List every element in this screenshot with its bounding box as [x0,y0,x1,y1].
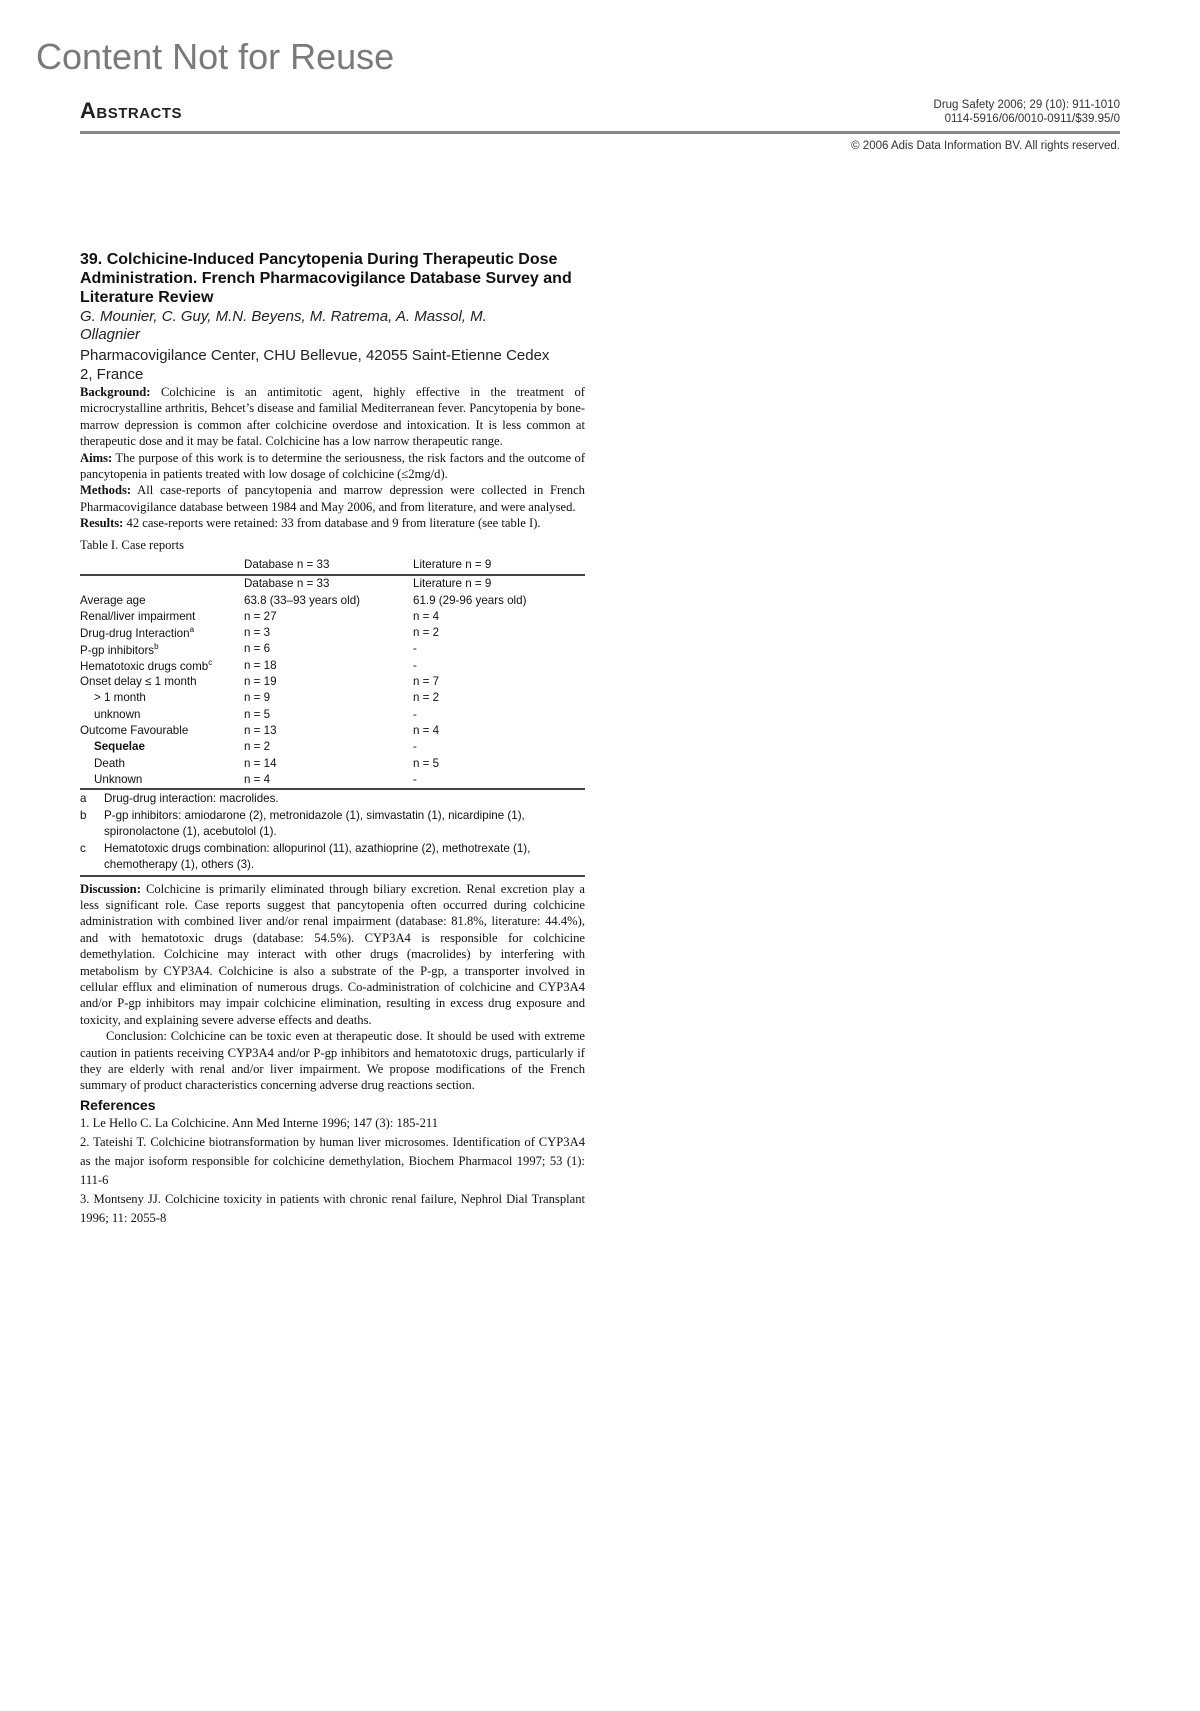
row-database: Database n = 33 [244,577,330,591]
footnote-letter: c [80,841,86,855]
row-label-cell [80,625,244,641]
aims-paragraph [80,450,585,483]
row-database: n = 18 [244,658,277,672]
row-label: Drug-drug Interaction [80,627,190,641]
reference-item: 2. Tateishi T. Colchicine biotransformation by human liver microsomes. Identification of CYP3A4 as the major isoform responsible for colchicine demethylation, Biochem Pharmacol 1997; 53 (1): 111-6 [80,1134,585,1187]
aims-label: Aims: [80,450,113,465]
table-header-literature: Literature n = 9 [413,555,585,575]
row-literature: Literature n = 9 [413,577,492,591]
abstract-authors: G. Mounier, C. Guy, M.N. Beyens, M. Ratrema, A. Massol, M. Ollagnier [80,308,487,343]
table-row [80,739,585,755]
footnote-marker-c: c [208,657,213,667]
row-database: n = 27 [244,609,277,623]
row-literature: - [413,658,417,672]
row-database: n = 9 [244,691,271,705]
table-row [80,706,585,722]
table-row [80,690,585,706]
footnote-letter: a [80,791,87,805]
citation-line-1: Drug Safety 2006; 29 (10): 911-1010 [933,99,1120,111]
results-text: 42 case-reports were retained: 33 from database and 9 from literature (see table I). [126,516,541,531]
row-label-cell [80,657,244,673]
discussion-text: Colchicine is primarily eliminated through biliary excretion. Renal excretion play a less significant role. Case reports suggest that pancytopenia often occurred during colchicine administration with combined liver and/or renal impairment (database: 81.8%, literature: 44.4%), and with hematotoxic drugs (database: 54.5%). CYP3A4 is responsible for colchicine demethylation. Colchicine may interact with other drugs (macrolides) by interfering with metabolism by CYP3A4. Colchicine is also a substrate of the P-gp, a transporter involved in cellular efflux and elimination of numerous drugs. Co-administration of colchicine and CYP3A4 and/or P-gp inhibitors may impair colchicine elimination, resulting in excess drug exposure and toxicity, and explaining severe adverse effects and deaths. [80,881,585,1027]
row-database: n = 6 [244,642,271,656]
row-literature: - [413,771,585,788]
row-label: unknown [94,707,141,721]
row-label: Death [94,756,125,770]
citation-line-2: 0114-5916/06/0010-0911/$39.95/0 [944,113,1120,125]
table-row [80,771,585,788]
watermark-text: Content Not for Reuse [36,36,395,77]
table-row [80,673,585,689]
aims-text: The purpose of this work is to determine the seriousness, the risk factors and the outcome of pancytopenia in patients treated with low dosage of colchicine (≤2mg/d). [80,450,586,482]
case-reports-table [80,555,585,790]
abstract-column [80,250,585,1228]
abstract-title: 39. Colchicine-Induced Pancytopenia During Therapeutic Dose Administration. French Pharmacovigilance Database Survey and Literature Review [80,251,572,306]
row-database: n = 3 [244,626,271,640]
section-title [80,98,182,124]
table-row [80,575,585,592]
header-rule [80,131,1120,134]
methods-paragraph [80,482,585,515]
row-literature: n = 2 [413,691,440,705]
row-literature: n = 2 [413,626,440,640]
journal-citation [934,98,1120,126]
copyright-notice: © 2006 Adis Data Information BV. All rights reserved. [851,140,1120,152]
table-row [80,608,585,624]
methods-text: All case-reports of pancytopenia and marrow depression were collected in French Pharmacovigilance database between 1984 and May 2006, and from literature, and were analysed. [80,483,585,514]
row-label: Outcome Favourable [80,723,189,737]
background-text: Colchicine is an antimitotic agent, highly effective in the treatment of microcrystalline arthritis, Behcet’s disease and familial Mediterranean fever. Pancytopenia by bone-marrow depression is common after colchicine overdose and intoxication. It is less common at therapeutic dose and it may be fatal. Colchicine has a low narrow therapeutic range. [80,385,585,449]
footnote-letter: b [80,808,87,822]
results-paragraph [80,515,585,531]
footnote-marker-a: a [189,625,195,635]
conclusion-paragraph: Conclusion: Colchicine can be toxic even at therapeutic dose. It should be used with extreme caution in patients receiving CYP3A4 and/or P-gp inhibitors and hematotoxic drugs, particularly if they are elderly with renal and/or liver impairment. We propose modifications of the French summary of product characteristics concerning adverse drug reactions section. [80,1029,585,1093]
background-paragraph [80,384,585,450]
table-row [80,625,585,641]
row-literature: - [413,642,417,656]
row-label-cell [80,641,244,657]
row-database: n = 5 [244,707,271,721]
section-title-text: Abstracts [80,98,183,123]
results-label: Results: [80,516,124,531]
row-label: Renal/liver impairment [80,609,196,623]
row-literature: n = 4 [413,609,440,623]
row-database: n = 13 [244,723,277,737]
row-literature: - [413,740,417,754]
row-label: Onset delay ≤ 1 month [80,675,197,689]
footnote-text: P-gp inhibitors: amiodarone (2), metronidazole (1), simvastatin (1), nicardipine (1), spironolactone (1), acebutolol (1). [104,808,525,838]
abstract-affiliation: Pharmacovigilance Center, CHU Bellevue, 42055 Saint-Etienne Cedex 2, France [80,347,550,383]
reference-item: 3. Montseny JJ. Colchicine toxicity in patients with chronic renal failure, Nephrol Dial Transplant 1996; 11: 2055-8 [80,1191,585,1225]
row-literature: - [413,707,417,721]
row-label: > 1 month [94,691,146,705]
table-row [80,657,585,673]
row-database: 63.8 (33–93 years old) [244,593,361,607]
table-footnote [80,791,585,807]
row-literature: n = 5 [413,756,440,770]
row-database: n = 4 [244,771,413,788]
row-database: n = 2 [244,740,271,754]
row-label: Hematotoxic drugs comb [80,659,209,673]
row-literature: n = 7 [413,675,440,689]
reference-item: 1. Le Hello C. La Colchicine. Ann Med Interne 1996; 147 (3): 185-211 [80,1115,439,1130]
references-heading: References [80,1096,156,1113]
footnote-text: Drug-drug interaction: macrolides. [104,791,279,805]
discussion-paragraph [80,881,585,1029]
footnote-text: Hematotoxic drugs combination: allopurinol (11), azathioprine (2), methotrexate (1), chemotherapy (1), others (3). [104,841,531,871]
table-row [80,592,585,608]
row-label: P-gp inhibitors [80,643,155,657]
row-database: n = 14 [244,756,277,770]
row-label: Average age [80,593,146,607]
row-label: Sequelae [94,740,145,754]
table-row [80,722,585,738]
methods-label: Methods: [80,483,132,498]
row-label [80,575,244,592]
row-literature: n = 4 [413,723,440,737]
table-footnote [80,808,585,840]
discussion-label: Discussion: [80,881,141,896]
table-caption: Table I. Case reports [80,537,185,552]
background-label: Background: [80,385,151,399]
row-label: Unknown [80,771,244,788]
table-header-database: Database n = 33 [244,555,413,575]
table-row [80,641,585,657]
row-literature: 61.9 (29-96 years old) [413,593,527,607]
table-header-row [80,555,585,575]
footnote-marker-b: b [154,641,159,651]
table-row [80,755,585,771]
table-footnote [80,841,585,877]
table-header-empty [80,555,244,575]
row-database: n = 19 [244,675,277,689]
